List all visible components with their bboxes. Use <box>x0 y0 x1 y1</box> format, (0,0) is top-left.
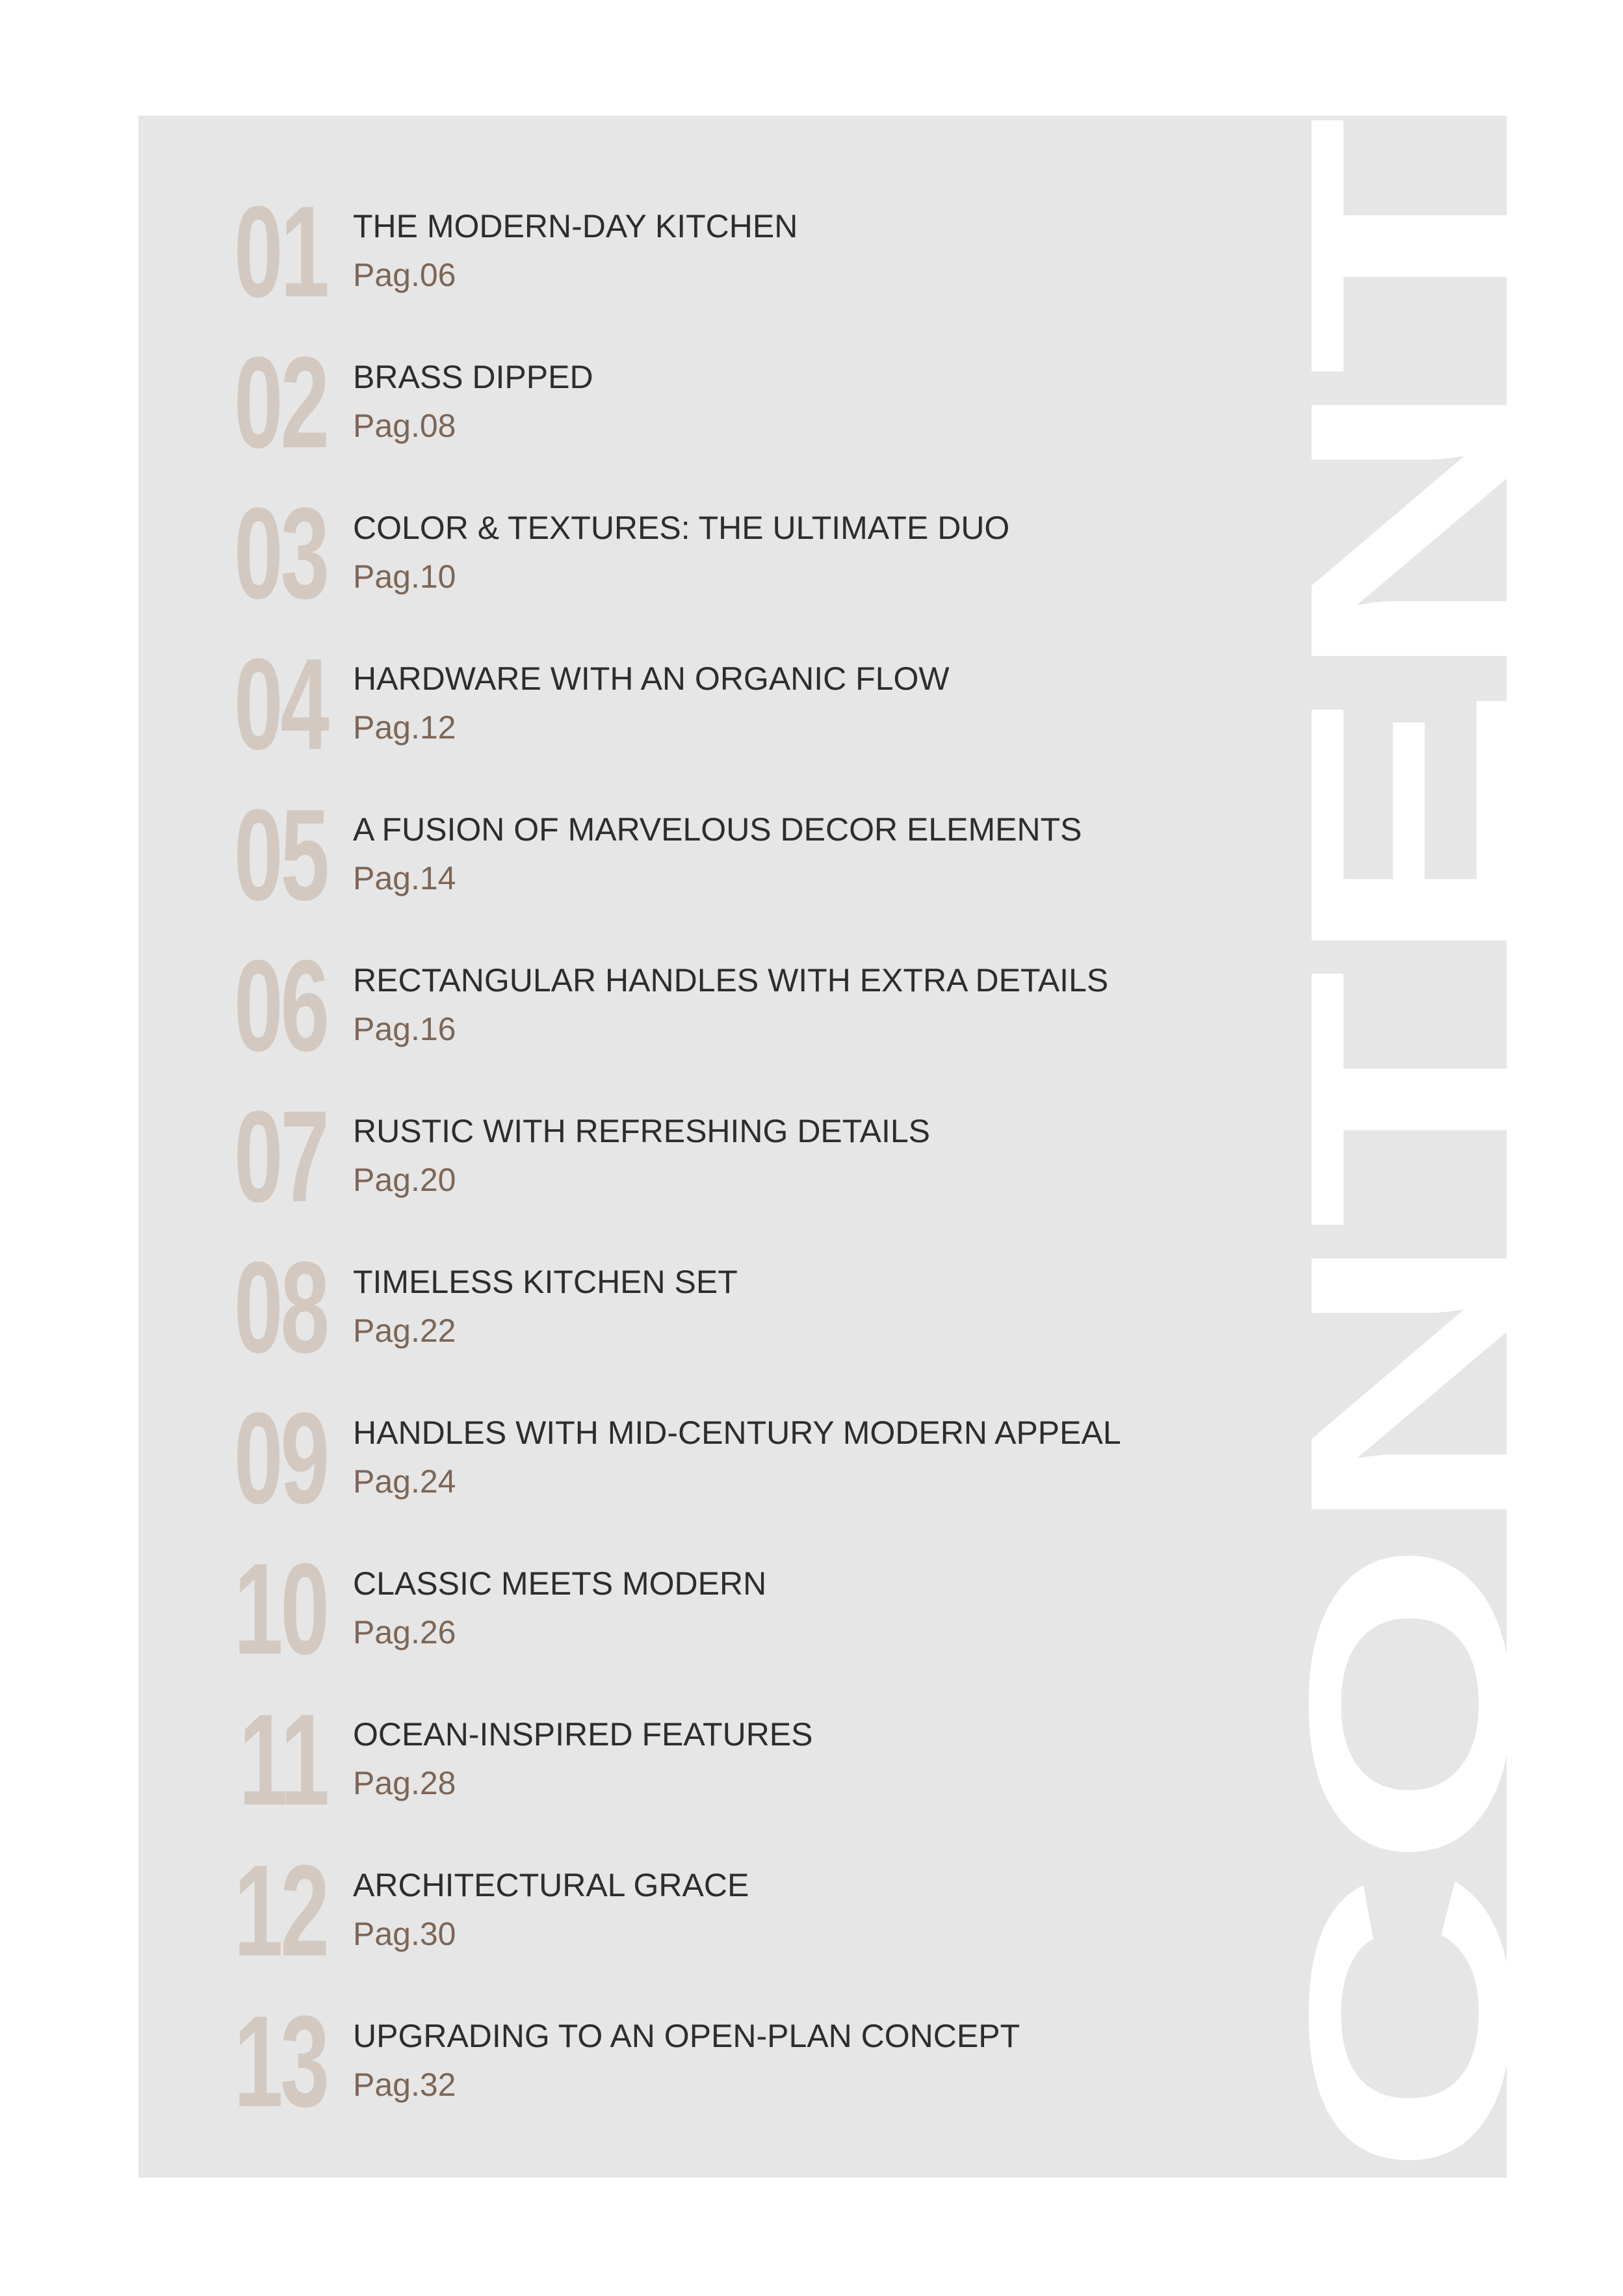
toc-entry[interactable] <box>138 1084 1282 1243</box>
entry-page: Pag.24 <box>353 1463 456 1500</box>
entry-number: 03 <box>233 481 327 626</box>
entry-title: HANDLES WITH MID-CENTURY MODERN APPEAL <box>353 1415 1121 1451</box>
entry-number: 05 <box>233 783 327 928</box>
toc-entry[interactable] <box>138 1235 1282 1394</box>
entry-number: 08 <box>233 1235 327 1380</box>
entry-page: Pag.32 <box>353 2067 456 2103</box>
entry-number: 04 <box>233 632 327 777</box>
toc-entry[interactable] <box>138 632 1282 790</box>
entry-page: Pag.30 <box>353 1916 456 1952</box>
entry-title: RECTANGULAR HANDLES WITH EXTRA DETAILS <box>353 962 1109 998</box>
entry-title: CLASSIC MEETS MODERN <box>353 1565 767 1602</box>
toc-entry[interactable] <box>138 1386 1282 1545</box>
entry-title: TIMELESS KITCHEN SET <box>353 1264 738 1300</box>
vertical-title-text: CONTENT <box>1250 795 1570 2178</box>
entry-title: UPGRADING TO AN OPEN-PLAN CONCEPT <box>353 2018 1020 2054</box>
entry-page: Pag.14 <box>353 860 456 896</box>
entry-title: A FUSION OF MARVELOUS DECOR ELEMENTS <box>353 811 1082 848</box>
entry-title: COLOR & TEXTURES: THE ULTIMATE DUO <box>353 510 1010 546</box>
toc-entry[interactable] <box>138 179 1282 338</box>
toc-entry[interactable] <box>138 1989 1282 2148</box>
entry-title: THE MODERN-DAY KITCHEN <box>353 208 798 244</box>
toc-entry[interactable] <box>138 1838 1282 1997</box>
entry-page: Pag.28 <box>353 1765 456 1801</box>
entry-page: Pag.20 <box>353 1162 456 1198</box>
entry-number: 11 <box>239 1688 327 1833</box>
contents-panel <box>138 116 1570 2178</box>
entry-number: 09 <box>233 1386 327 1531</box>
toc-entry[interactable] <box>138 1688 1282 1846</box>
toc-entry[interactable] <box>138 1537 1282 1695</box>
entry-number: 06 <box>233 933 327 1078</box>
entry-page: Pag.22 <box>353 1312 456 1349</box>
entry-page: Pag.10 <box>353 558 456 595</box>
entry-number: 01 <box>233 179 327 324</box>
entry-title: ARCHITECTURAL GRACE <box>353 1867 749 1903</box>
entry-number: 12 <box>233 1838 327 1983</box>
entry-page: Pag.06 <box>353 257 456 293</box>
vertical-title <box>1250 116 1570 2178</box>
entry-number: 02 <box>233 330 327 475</box>
vertical-title-graphic <box>1250 116 1570 2178</box>
entry-title: BRASS DIPPED <box>353 359 593 395</box>
entry-number: 07 <box>233 1084 327 1229</box>
entry-title: RUSTIC WITH REFRESHING DETAILS <box>353 1113 931 1149</box>
toc-entry[interactable] <box>138 933 1282 1092</box>
toc-entry[interactable] <box>138 481 1282 640</box>
toc-entry[interactable] <box>138 783 1282 941</box>
entry-page: Pag.16 <box>353 1011 456 1047</box>
entry-number: 10 <box>233 1537 327 1682</box>
entry-page: Pag.12 <box>353 709 456 746</box>
toc-entry[interactable] <box>138 330 1282 489</box>
entry-page: Pag.08 <box>353 408 456 444</box>
entry-title: OCEAN-INSPIRED FEATURES <box>353 1716 813 1753</box>
entry-page: Pag.26 <box>353 1614 456 1650</box>
entry-title: HARDWARE WITH AN ORGANIC FLOW <box>353 660 950 697</box>
entry-number: 13 <box>233 1989 327 2134</box>
